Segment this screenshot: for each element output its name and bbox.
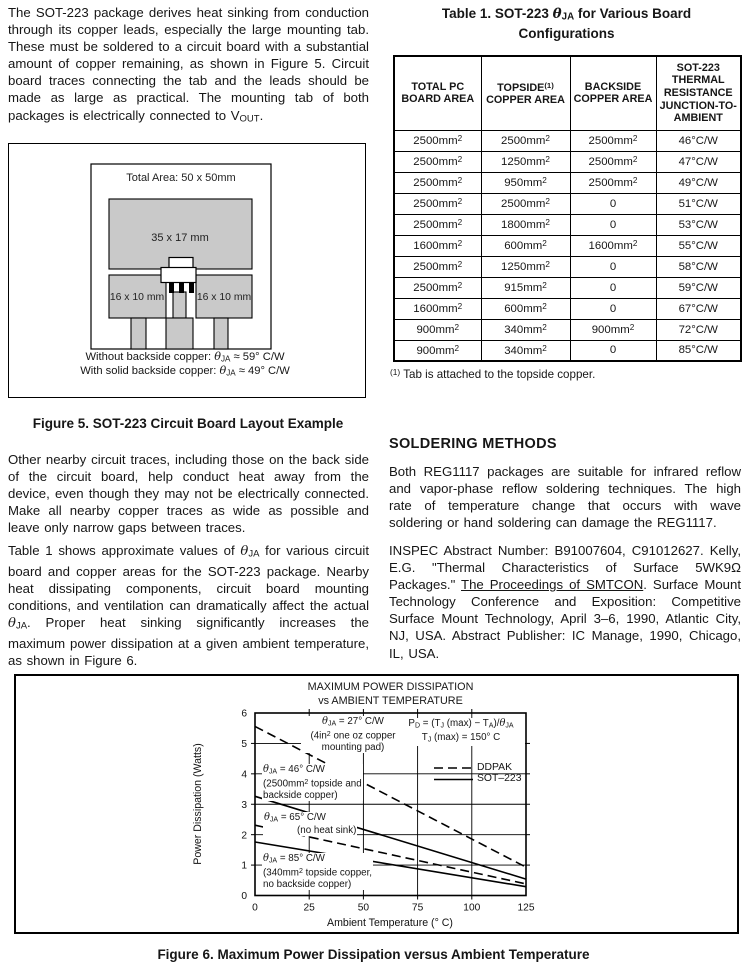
table1-cell: $1800mm^2$ bbox=[481, 214, 570, 235]
x-tick-label: 125 bbox=[517, 902, 535, 914]
table1-cell: 59°C/W bbox=[656, 277, 741, 298]
pad-main-label: 35 x 17 mm bbox=[151, 232, 209, 244]
table1-cell: $2500mm^2$ bbox=[481, 193, 570, 214]
table1-footnote: $^{(1)}$ Tab is attached to the topside copper. bbox=[390, 367, 596, 382]
y-tick-label: 2 bbox=[241, 830, 247, 842]
table1-cell: $2500mm^2$ bbox=[394, 172, 481, 193]
sot223-lead bbox=[169, 282, 174, 293]
table1-cell: $2500mm^2$ bbox=[394, 256, 481, 277]
table1-cell: $2500mm^2$ bbox=[570, 172, 656, 193]
table1-cell: $2500mm^2$ bbox=[481, 130, 570, 151]
power-dissipation-plot bbox=[16, 676, 737, 932]
y-tick-label: 6 bbox=[241, 708, 247, 720]
annotation-theta-65: $\theta_{JA} = 65^\circ$ C/W (no heat sink) bbox=[264, 812, 357, 837]
paragraph-inspec-abstract: INSPEC Abstract Number: B91007604, C91012627. Kelly, E.G. "Thermal Characteristics of Surface 5WK9Ω Packages." The Proceedings of SMTCON. Surface Mount Technology Conference and Exposition: Competitive Surface Mount Technology, April 3–6, 1990, Atlantic City, NJ, USA. Abstract Publisher: IC Manage, 1990, Chicago, IL, USA. bbox=[389, 543, 742, 661]
table1-header: SOT-223 THERMAL RESISTANCE JUNCTION-TO-AMBIENT bbox=[656, 56, 741, 130]
paragraph-table1-reference: Table 1 shows approximate values of $\theta_{JA}$ for various circuit board and copper areas for the SOT-223 package. Nearby heat dissipating components, circuit board mounting conditions, and ventilation can dramatically affect the actual $\theta_{JA}$. Proper heat sinking significantly increases the maximum power dissipation at a given ambient temperature, as shown in Figure 6. bbox=[8, 543, 369, 668]
table1 bbox=[393, 55, 742, 362]
table1-cell: 0 bbox=[570, 193, 656, 214]
table1-cell: $1600mm^2$ bbox=[394, 298, 481, 319]
table1-row bbox=[394, 340, 741, 361]
table1-cell: 58°C/W bbox=[656, 256, 741, 277]
table1-header: BACKSIDE COPPER AREA bbox=[570, 56, 656, 130]
table1-cell: $1250mm^2$ bbox=[481, 151, 570, 172]
table1-row bbox=[394, 172, 741, 193]
legend-label-ddpak: DDPAK bbox=[477, 761, 513, 773]
sot223-lead bbox=[189, 282, 194, 293]
trace-center-wide bbox=[166, 318, 193, 349]
table1-row bbox=[394, 319, 741, 340]
table1-cell: 0 bbox=[570, 214, 656, 235]
table1-cell: $2500mm^2$ bbox=[570, 151, 656, 172]
legend-label-sot223: SOT–223 bbox=[477, 773, 522, 784]
table1-header-row bbox=[394, 56, 741, 130]
table1-header: TOPSIDE$^{(1)}$ COPPER AREA bbox=[481, 56, 570, 130]
table1-cell: $340mm^2$ bbox=[481, 319, 570, 340]
table1-row bbox=[394, 151, 741, 172]
table1-cell: $900mm^2$ bbox=[394, 319, 481, 340]
y-tick-label: 5 bbox=[241, 739, 247, 751]
table1-cell: $340mm^2$ bbox=[481, 340, 570, 361]
trace-left bbox=[131, 318, 146, 349]
table1-cell: 0 bbox=[570, 277, 656, 298]
figure5-caption: Figure 5. SOT-223 Circuit Board Layout Example bbox=[32, 416, 344, 431]
trace-right bbox=[214, 318, 228, 349]
chart-title-line2: vs AMBIENT TEMPERATURE bbox=[318, 694, 463, 707]
annotation-theta-85: $\theta_{JA} = 85^\circ$ C/W ($340mm^2$ topside copper, no backside copper) bbox=[263, 853, 373, 890]
total-area-label: Total Area: 50 x 50mm bbox=[126, 172, 236, 184]
table1-cell: 55°C/W bbox=[656, 235, 741, 256]
y-tick-label: 4 bbox=[241, 769, 247, 781]
table1-cell: $2500mm^2$ bbox=[394, 151, 481, 172]
table1-cell: 49°C/W bbox=[656, 172, 741, 193]
soldering-methods-heading: SOLDERING METHODS bbox=[389, 436, 557, 452]
table1-cell: $2500mm^2$ bbox=[570, 130, 656, 151]
note-without-backside-copper: Without backside copper: $\theta_{JA} \approx 59^\circ$ C/W bbox=[85, 350, 285, 364]
table1-cell: 51°C/W bbox=[656, 193, 741, 214]
table1-cell: 85°C/W bbox=[656, 340, 741, 361]
x-tick-label: 50 bbox=[357, 902, 370, 914]
x-axis-title: Ambient Temperature (° C) bbox=[327, 917, 453, 929]
table1-cell: $1600mm^2$ bbox=[394, 235, 481, 256]
table1-cell: $915mm^2$ bbox=[481, 277, 570, 298]
annotation-formula: $P_D = (T_J$ $(\max) - T_A)/\theta_{JA}$ $T_J$ (max) = 150° C bbox=[397, 718, 525, 746]
table1-cell: 0 bbox=[570, 340, 656, 361]
table1-row bbox=[394, 298, 741, 319]
table1-cell: $2500mm^2$ bbox=[394, 277, 481, 298]
table1-header: TOTAL PC BOARD AREA bbox=[394, 56, 481, 130]
x-tick-label: 25 bbox=[303, 902, 315, 914]
figure6-chart bbox=[14, 674, 739, 934]
table1-row bbox=[394, 214, 741, 235]
figure5-diagram bbox=[8, 143, 366, 398]
table1-cell: 0 bbox=[570, 256, 656, 277]
y-tick-label: 3 bbox=[241, 799, 247, 811]
table1-cell: $2500mm^2$ bbox=[394, 193, 481, 214]
table1-cell: $600mm^2$ bbox=[481, 298, 570, 319]
pad-left-label: 16 x 10 mm bbox=[109, 292, 165, 303]
x-tick-label: 100 bbox=[463, 902, 481, 914]
table1-cell: $600mm^2$ bbox=[481, 235, 570, 256]
trace-center-narrow bbox=[173, 292, 186, 318]
table1-row bbox=[394, 193, 741, 214]
y-tick-label: 1 bbox=[241, 860, 247, 872]
table1-cell: 0 bbox=[570, 298, 656, 319]
table1-row bbox=[394, 235, 741, 256]
y-axis-title: Power Dissipation (Watts) bbox=[192, 743, 204, 865]
table1-cell: $900mm^2$ bbox=[570, 319, 656, 340]
paragraph-soldering: Both REG1117 packages are suitable for infrared reflow and vapor-phase reflow soldering techniques. The high rate of temperature change that occurs with wave soldering or hand soldering can damage the REG1117. bbox=[389, 464, 741, 531]
table1-cell: 67°C/W bbox=[656, 298, 741, 319]
sot223-lead bbox=[179, 282, 184, 293]
y-tick-label: 0 bbox=[241, 891, 247, 903]
table1-cell: $950mm^2$ bbox=[481, 172, 570, 193]
sot223-body bbox=[161, 268, 196, 283]
paragraph-package-heatsink: The SOT-223 package derives heat sinking from conduction through its copper leads, especially the large mounting tab. These must be soldered to a circuit board with a substantial amount of copper remaining, as shown in Figure 5. Circuit board traces connecting the tab and the leads should be made as large as practical. The mounting tab of both packages is electrically connected to $V_{OUT}$. bbox=[8, 5, 369, 125]
x-tick-label: 75 bbox=[411, 902, 424, 914]
table1-title: Table 1. SOT-223 $\theta_{JA}$ for Various Board Configurations bbox=[441, 6, 692, 42]
note-with-backside-copper: With solid backside copper: $\theta_{JA} \approx 49^\circ$ C/W bbox=[80, 364, 290, 378]
table1-row bbox=[394, 277, 741, 298]
table1-row bbox=[394, 256, 741, 277]
paragraph-nearby-traces: Other nearby circuit traces, including those on the back side of the circuit board, help conduct heat away from the device, even though they may not be electrically connected. Make all nearby copper traces as wide as possible and leave only narrow gaps between traces. bbox=[8, 452, 369, 536]
table1-cell: $1600mm^2$ bbox=[570, 235, 656, 256]
table1-cell: $2500mm^2$ bbox=[394, 214, 481, 235]
x-tick-label: 0 bbox=[252, 902, 258, 914]
table1-cell: $2500mm^2$ bbox=[394, 130, 481, 151]
table1-cell: 47°C/W bbox=[656, 151, 741, 172]
chart-title-line1: MAXIMUM POWER DISSIPATION bbox=[307, 681, 474, 693]
table1-cell: $1250mm^2$ bbox=[481, 256, 570, 277]
annotation-theta-46: $\theta_{JA} = 46^\circ$ C/W ($2500mm^2$ topside and backside copper) bbox=[263, 764, 362, 801]
figure6-caption: Figure 6. Maximum Power Dissipation versus Ambient Temperature bbox=[157, 947, 590, 962]
sot223-tab bbox=[169, 258, 193, 269]
table1-row bbox=[394, 130, 741, 151]
table1-cell: 46°C/W bbox=[656, 130, 741, 151]
table1-cell: 72°C/W bbox=[656, 319, 741, 340]
table1-cell: $900mm^2$ bbox=[394, 340, 481, 361]
annotation-theta-27: $\theta_{JA} = 27^\circ$ C/W ($4in^2$ one oz copper mounting pad) bbox=[301, 716, 405, 753]
pad-right-label: 16 x 10 mm bbox=[196, 292, 252, 303]
table1-cell: 53°C/W bbox=[656, 214, 741, 235]
